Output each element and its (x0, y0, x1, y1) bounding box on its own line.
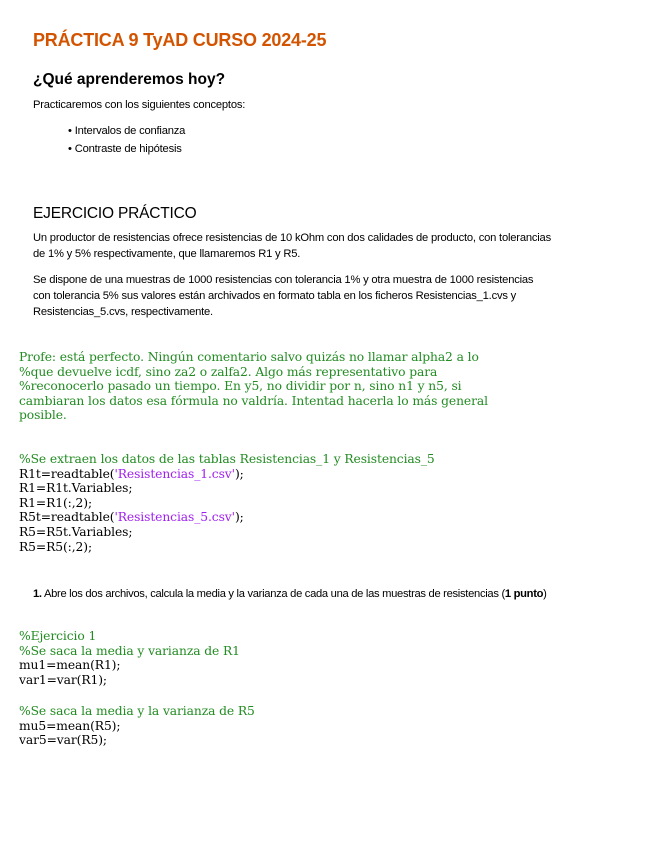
code-comment-line: %Se saca la media y varianza de R1 (19, 643, 240, 658)
code-load-block (19, 452, 435, 554)
concept-item: • Contraste de hipótesis (68, 140, 185, 158)
code-comment-line: %Ejercicio 1 (19, 629, 97, 643)
teacher-comment-block (19, 350, 488, 423)
question-close: ) (543, 588, 547, 600)
code-comment-line: Profe: está perfecto. Ningún comentario salvo quizás no llamar alpha2 a lo (19, 350, 479, 364)
code-line: mu5=mean(R5); (19, 718, 121, 733)
code-line: R1=R1(:,2); (19, 495, 92, 510)
question-text: Abre los dos archivos, calcula la media y la varianza de cada una de las muestras de resistencias ( (43, 588, 505, 600)
code-text: R1t=readtable( (19, 466, 115, 481)
paragraph-line: Un productor de resistencias ofrece resistencias de 10 kOhm con dos calidades de producto, con tolerancias (33, 232, 551, 244)
code-line: R5=R5(:,2); (19, 539, 92, 554)
learn-intro: Practicaremos con los siguientes conceptos: (33, 99, 246, 111)
question-points: 1 punto (504, 588, 544, 600)
code-comment-line: cambiaran los datos esa fórmula no valdría. Intentad hacerla lo más general (19, 393, 488, 408)
code-ex1b-block (19, 704, 255, 748)
code-comment-line: %que devuelve icdf, sino za2 o zalfa2. Algo más representativo para (19, 364, 438, 379)
code-comment-line: %Se extraen los datos de las tablas Resistencias_1 y Resistencias_5 (19, 452, 435, 466)
code-text: R5t=readtable( (19, 510, 115, 525)
exercise-paragraph-1 (33, 230, 613, 262)
paragraph-line: con tolerancia 5% sus valores están archivados en formato tabla en los ficheros Resistencias_1.cvs y (33, 290, 517, 302)
concept-item: • Intervalos de confianza (68, 122, 185, 140)
question-number: 1. (33, 588, 42, 600)
exercise-heading: EJERCICIO PRÁCTICO (33, 205, 197, 222)
paragraph-line: de 1% y 5% respectivamente, que llamaremos R1 y R5. (33, 248, 301, 260)
code-line (19, 510, 435, 525)
code-string: 'Resistencias_1.csv' (114, 466, 235, 481)
learn-heading: ¿Qué aprenderemos hoy? (33, 71, 226, 88)
code-comment-line: %Se saca la media y la varianza de R5 (19, 704, 255, 718)
concept-list (68, 122, 185, 158)
page-title: PRÁCTICA 9 TyAD CURSO 2024-25 (33, 30, 327, 50)
code-line: mu1=mean(R1); (19, 658, 121, 673)
code-text: ); (234, 466, 244, 481)
code-text: ); (234, 510, 244, 525)
code-string: 'Resistencias_5.csv' (114, 510, 235, 525)
code-line: var5=var(R5); (19, 733, 107, 748)
exercise-paragraph-2 (33, 272, 613, 320)
code-comment-line: %reconocerlo pasado un tiempo. En y5, no dividir por n, sino n1 y n5, si (19, 379, 462, 394)
code-line: R5=R5t.Variables; (19, 524, 133, 539)
paragraph-line: Resistencias_5.cvs, respectivamente. (33, 306, 213, 318)
question-1 (33, 588, 547, 600)
code-line: var1=var(R1); (19, 672, 107, 687)
code-comment-line: posible. (19, 408, 67, 423)
code-line (19, 467, 435, 482)
paragraph-line: Se dispone de una muestras de 1000 resistencias con tolerancia 1% y otra muestra de 1000 resistencias (33, 274, 534, 286)
code-line: R1=R1t.Variables; (19, 481, 133, 496)
code-ex1-block (19, 629, 240, 687)
